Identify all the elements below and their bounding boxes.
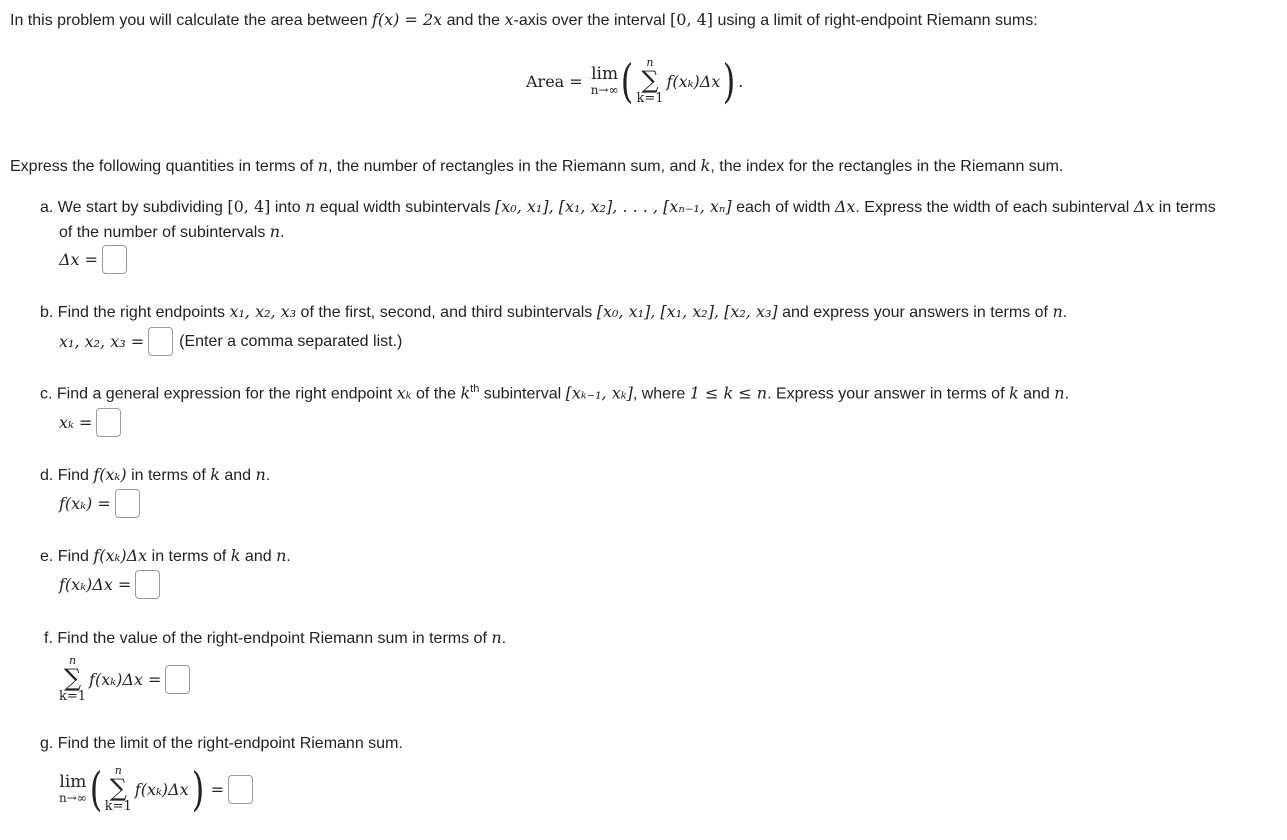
part-a-answer-input[interactable] (102, 245, 127, 274)
part-g-answer-row (59, 756, 253, 822)
part-f-line (44, 628, 506, 648)
part-a-answer-row (59, 245, 127, 274)
part-e-text-2: in terms of (147, 548, 231, 565)
part-a-n-2: n (269, 222, 281, 241)
area-limit (590, 63, 619, 97)
part-c-text: c. Find a general expression for the right endpoint (40, 385, 397, 403)
part-a-dx-2: Δx (1133, 197, 1155, 216)
express-n: n (317, 156, 329, 175)
part-f-n: n (491, 628, 502, 647)
intro-text: In this problem you will calculate the area between (10, 12, 372, 29)
area-label: Area = (526, 71, 583, 91)
area-period: . (738, 71, 744, 91)
lim-word: lim (591, 63, 619, 84)
part-a-subintervals: [x₀, x₁], [x₁, x₂], . . . , [xₙ₋₁, xₙ] (495, 197, 732, 216)
part-b-text-2: of the first, second, and third subintervals (296, 304, 597, 321)
sigma-symbol: ∑ (63, 664, 82, 692)
part-b-answer-label: x₁, x₂, x₃ = (59, 332, 145, 351)
part-a-line2 (59, 222, 285, 242)
part-b-n: n (1052, 302, 1063, 321)
intro-interval: [0, 4] (670, 10, 714, 29)
part-a-text-4: each of width (731, 199, 835, 216)
part-a-text: a. We start by subdividing (40, 199, 228, 216)
express-text: Express the following quantities in terms of (10, 158, 318, 175)
part-e-answer-input[interactable] (135, 570, 160, 599)
part-a-n: n (305, 197, 316, 216)
sum-lower: k=1 (636, 91, 664, 106)
part-g-sum-upper: n (114, 764, 122, 777)
part-f-text: f. Find the value of the right-endpoint Riemann sum in terms of (44, 630, 492, 647)
part-d-text-3: and (219, 467, 256, 484)
part-c-text-4: , where (632, 385, 690, 403)
part-a-text-6: in terms (1154, 199, 1216, 216)
part-d-line (40, 465, 270, 485)
part-c-text-3: subinterval (479, 385, 566, 403)
part-d-answer-label: f(xₖ) = (59, 494, 111, 513)
intro-text-4: using a limit of right-endpoint Riemann sums: (713, 12, 1038, 29)
part-g-answer-input[interactable] (228, 775, 253, 804)
part-f-sum-upper: n (68, 654, 77, 667)
part-c-xk: xₖ (396, 383, 412, 403)
part-g-lim-subscript: n→∞ (59, 790, 87, 805)
part-c-n: n (1054, 383, 1065, 403)
part-c-answer-label: xₖ = (59, 413, 93, 432)
part-c-answer-row (59, 408, 121, 437)
express-text-2: , the number of rectangles in the Riemann sum, and (328, 158, 701, 175)
part-c-k: k (460, 383, 471, 403)
part-e-period: . (286, 548, 291, 565)
part-e-expression: f(xₖ)Δx (93, 546, 148, 565)
part-a-text-3: equal width subintervals (315, 199, 496, 216)
part-a-text-5: . Express the width of each subinterval (855, 199, 1134, 216)
express-text-3: , the index for the rectangles in the Riemann sum. (710, 158, 1064, 175)
part-g-line (40, 735, 403, 753)
part-d-fxk: f(xₖ) (93, 465, 127, 484)
part-g-limit (59, 771, 87, 805)
part-d-answer-row (59, 489, 140, 518)
part-c-k-2: k (1008, 383, 1019, 403)
part-d-k: k (210, 465, 220, 484)
right-paren: ) (723, 54, 736, 108)
part-g-sigma (105, 765, 132, 813)
right-paren: ) (191, 762, 204, 816)
part-c-text-5: . Express your answer in terms of (767, 385, 1009, 403)
sigma-symbol: ∑ (641, 66, 659, 94)
left-paren: ( (621, 54, 634, 108)
intro-function: f(x) = 2x (371, 10, 443, 29)
area-formula (526, 48, 743, 114)
intro-line (10, 10, 1038, 30)
part-b-points: x₁, x₂, x₃ (229, 302, 297, 321)
part-f-period: . (501, 630, 507, 647)
part-b-hint: (Enter a comma separated list.) (179, 332, 403, 350)
part-b-period: . (1062, 304, 1068, 321)
part-g-lim-word: lim (59, 771, 87, 792)
part-d-text-2: in terms of (126, 467, 211, 484)
part-c-line (40, 383, 1069, 403)
part-a-period: . (280, 224, 285, 241)
part-e-line (40, 546, 291, 566)
part-d-text: d. Find (40, 467, 94, 484)
part-e-text: e. Find (40, 548, 94, 565)
sum-upper: n (646, 56, 654, 69)
part-d-n: n (255, 465, 266, 484)
intro-x-var: x (504, 10, 514, 29)
part-a-line1 (40, 197, 1216, 217)
part-d-answer-input[interactable] (115, 489, 140, 518)
part-a-answer-label: Δx = (59, 250, 99, 269)
part-a-text-7: of the number of subintervals (59, 224, 270, 241)
lim-subscript: n→∞ (590, 82, 619, 97)
part-f-answer-row (59, 650, 190, 708)
part-c-text-2: of the (411, 385, 461, 403)
part-g-term: f(xₖ)Δx (134, 779, 189, 799)
left-paren: ( (89, 762, 103, 816)
part-b-answer-row (59, 327, 402, 356)
area-sum-term: f(xₖ)Δx (666, 71, 721, 91)
part-a-interval: [0, 4] (227, 197, 271, 216)
part-b-answer-input[interactable] (148, 327, 173, 356)
part-a-dx: Δx (834, 197, 856, 216)
part-g-equals: = (210, 779, 224, 799)
part-c-text-6: and (1018, 385, 1055, 403)
part-f-sigma (59, 655, 86, 703)
part-c-th: th (470, 383, 480, 395)
part-c-inequality: 1 ≤ k ≤ n (689, 383, 768, 403)
express-k: k (700, 156, 711, 175)
intro-text-2: and the (442, 12, 505, 29)
part-c-answer-input[interactable] (96, 408, 121, 437)
sigma-symbol: ∑ (109, 774, 127, 802)
part-b-subintervals: [x₀, x₁], [x₁, x₂], [x₂, x₃] (596, 302, 778, 321)
part-c-subinterval: [xₖ₋₁, xₖ] (565, 383, 633, 403)
part-g-text: g. Find the limit of the right-endpoint Riemann sum. (40, 735, 403, 752)
part-e-k: k (230, 546, 241, 565)
part-e-n: n (276, 546, 287, 565)
part-e-text-3: and (240, 548, 277, 565)
part-d-period: . (265, 467, 271, 484)
part-f-answer-label: f(xₖ)Δx = (89, 669, 162, 689)
part-f-sum-lower: k=1 (59, 689, 87, 704)
part-e-answer-row (59, 570, 160, 599)
part-f-answer-input[interactable] (165, 665, 190, 694)
part-a-text-2: into (270, 199, 306, 216)
area-sum-sigma (636, 57, 663, 105)
part-g-sum-lower: k=1 (104, 799, 132, 814)
intro-text-3: -axis over the interval (513, 12, 671, 29)
part-b-text-3: and express your answers in terms of (777, 304, 1053, 321)
part-e-answer-label: f(xₖ)Δx = (59, 575, 132, 594)
express-line (10, 156, 1063, 176)
part-c-period: . (1064, 385, 1070, 403)
part-b-line (40, 302, 1067, 322)
part-b-text: b. Find the right endpoints (40, 304, 230, 321)
